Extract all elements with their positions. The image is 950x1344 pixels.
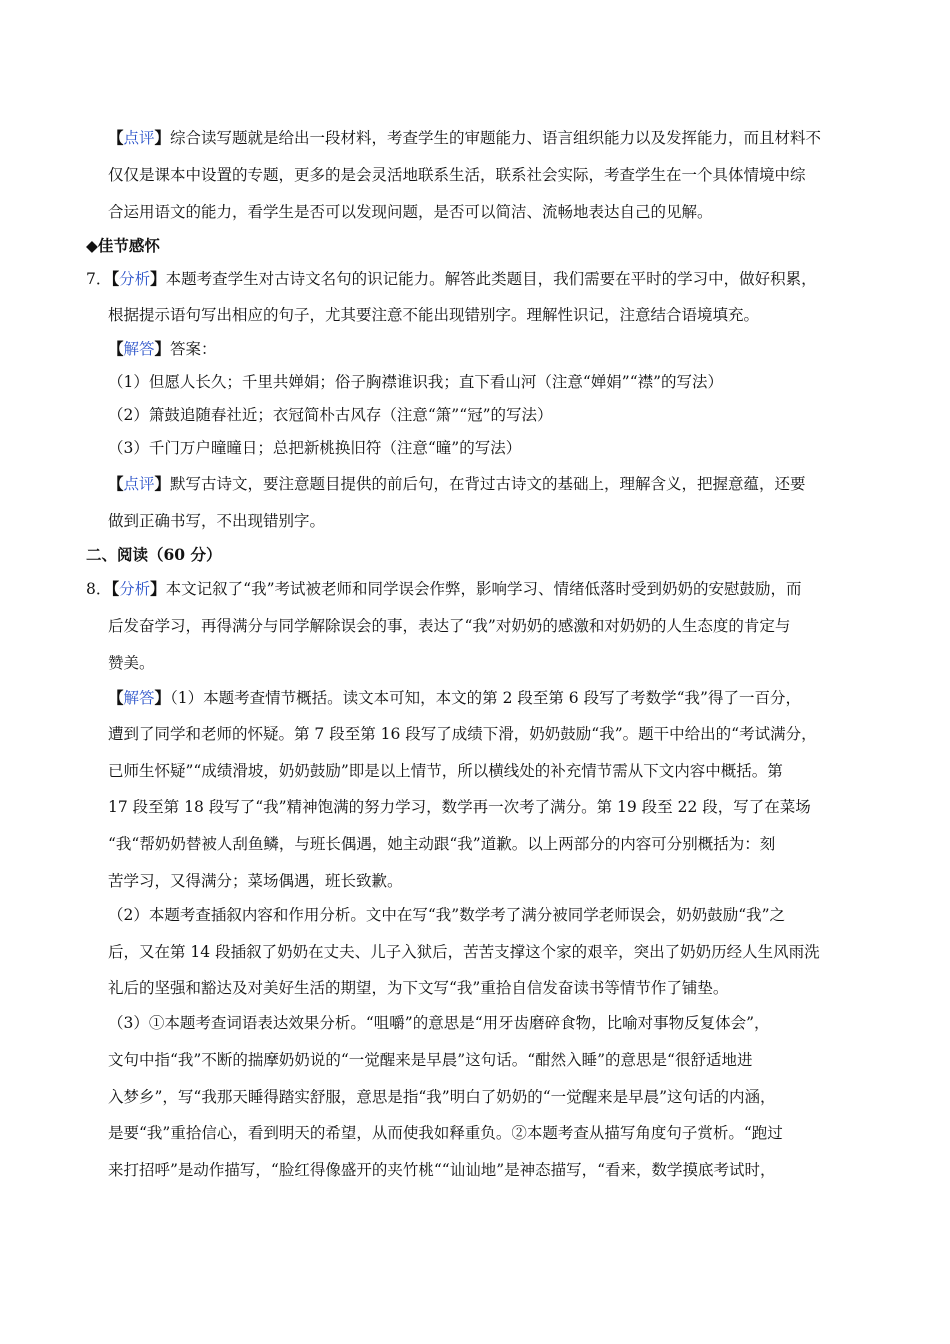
q8-answer-line-5: “我“帮奶奶替被人刮鱼鳞，与班长偶遇，她主动跟“我”道歉。以上两部分的内容可分别概括为：刻: [108, 835, 776, 853]
q8-analysis-line-3: 赞美。: [108, 654, 155, 672]
q8-analysis-line-2: 后发奋学习，再得满分与同学解除误会的事，表达了“我”对奶奶的感激和对奶奶的人生态度的肯定与: [108, 617, 791, 635]
q8-answer-tag: 【解答】: [108, 688, 171, 707]
q7-answer-1: （1）但愿人长久；千里共婵娟；俗子胸襟谁识我；直下看山河（注意“婵娟”“襟”的写法）: [108, 373, 724, 391]
q8-answer-line-12: 入梦乡”，写“我那天睡得踏实舒服，意思是指“我”明白了奶奶的“一觉醒来是早晨”这句话的内涵，: [108, 1088, 776, 1106]
section-heading-reading: 二、阅读（60 分）: [86, 545, 222, 564]
q8-answer-line-4: 17 段至第 18 段写了“我”精神饱满的努力学习，数学再一次考了满分。第 19 段至 22 段，写了在菜场: [108, 798, 811, 816]
q8-answer-line-3: 已师生怀疑”“成绩滑坡，奶奶鼓励”即是以上情节，所以横线处的补充情节需从下文内容中概括。第: [108, 762, 783, 780]
q8-answer-line-13: 是要“我”重拾信心，看到明天的希望，从而使我如释重负。②本题考查从描写角度句子赏析。“跑过: [108, 1124, 783, 1142]
q8-answer-line-10: （3）①本题考查词语表达效果分析。“咀嚼”的意思是“用牙齿磨碎食物，比喻对事物反复体会”，: [108, 1014, 770, 1032]
q7-answer-2: （2）箫鼓追随春社近；衣冠简朴古风存（注意“箫”“冠”的写法）: [108, 406, 553, 424]
q8-answer-line-14: 来打招呼”是动作描写，“脸红得像盛开的夹竹桃““讪讪地”是神态描写，“看来，数学摸底考试时，: [108, 1161, 776, 1179]
q7-analysis-line-1: 7．【分析】本题考查学生对古诗文名句的识记能力。解答此类题目，我们需要在平时的学习中，做好积累，: [86, 269, 817, 288]
q7-review-tag: 【点评】: [108, 474, 171, 493]
review-1-line-2: 仅仅是课本中设置的专题，更多的是会灵活地联系生活，联系社会实际，考查学生在一个具体情境中综: [108, 166, 806, 184]
q8-number: 8．: [86, 580, 112, 598]
review-1-line-3: 合运用语文的能力，看学生是否可以发现问题，是否可以简洁、流畅地表达自己的见解。: [108, 203, 713, 221]
section-heading-festival: ◆佳节感怀: [86, 236, 160, 255]
q8-answer-line-9: 礼后的坚强和豁达及对美好生活的期望，为下文写“我”重拾自信发奋读书等情节作了铺垫。: [108, 979, 729, 997]
q7-number: 7．: [86, 270, 112, 288]
q8-answer-line-8: 后，又在第 14 段插叙了奶奶在丈夫、儿子入狱后，苦苦支撑这个家的艰辛，突出了奶奶历经人生风雨洗: [108, 943, 820, 961]
q8-answer-line-11: 文句中指“我”不断的揣摩奶奶说的“一觉醒来是早晨”这句话。“酣然入睡”的意思是“很舒适地进: [108, 1051, 753, 1069]
q7-review-line-2: 做到正确书写，不出现错别字。: [108, 512, 326, 530]
q7-answer-tag: 【解答】: [108, 339, 171, 358]
q7-answer-3: （3）千门万户曈曈日；总把新桃换旧符（注意“曈”的写法）: [108, 439, 522, 457]
q8-analysis-tag: 【分析】: [111, 579, 166, 598]
q7-answer-intro: 【解答】答案：: [108, 339, 217, 358]
q8-answer-line-2: 遭到了同学和老师的怀疑。第 7 段至第 16 段写了成绩下滑，奶奶鼓励“我”。题干中给出的“考试满分，: [108, 725, 817, 743]
q8-answer-line-6: 苦学习，又得满分；菜场偶遇，班长致歉。: [108, 872, 403, 890]
review-1-line-1: 【点评】综合读写题就是给出一段材料，考查学生的审题能力、语言组织能力以及发挥能力，而且材料不: [108, 128, 822, 147]
q8-answer-line-1: 【解答】（1）本题考查情节概括。读文本可知，本文的第 2 段至第 6 段写了考数学“我”得了一百分，: [108, 688, 801, 707]
q8-answer-line-7: （2）本题考查插叙内容和作用分析。文中在写“我”数学考了满分被同学老师误会，奶奶鼓励“我”之: [108, 906, 786, 924]
q8-analysis-line-1: 8．【分析】本文记叙了“我”考试被老师和同学误会作弊，影响学习、情绪低落时受到奶奶的安慰鼓励，而: [86, 579, 802, 598]
q7-review-line-1: 【点评】默写古诗文，要注意题目提供的前后句，在背过古诗文的基础上，理解含义，把握意蕴，还要: [108, 474, 806, 493]
review-tag: 【点评】: [108, 128, 171, 147]
q7-analysis-line-2: 根据提示语句写出相应的句子，尤其要注意不能出现错别字。理解性识记，注意结合语境填充。: [108, 306, 760, 324]
q7-analysis-tag: 【分析】: [111, 269, 166, 288]
